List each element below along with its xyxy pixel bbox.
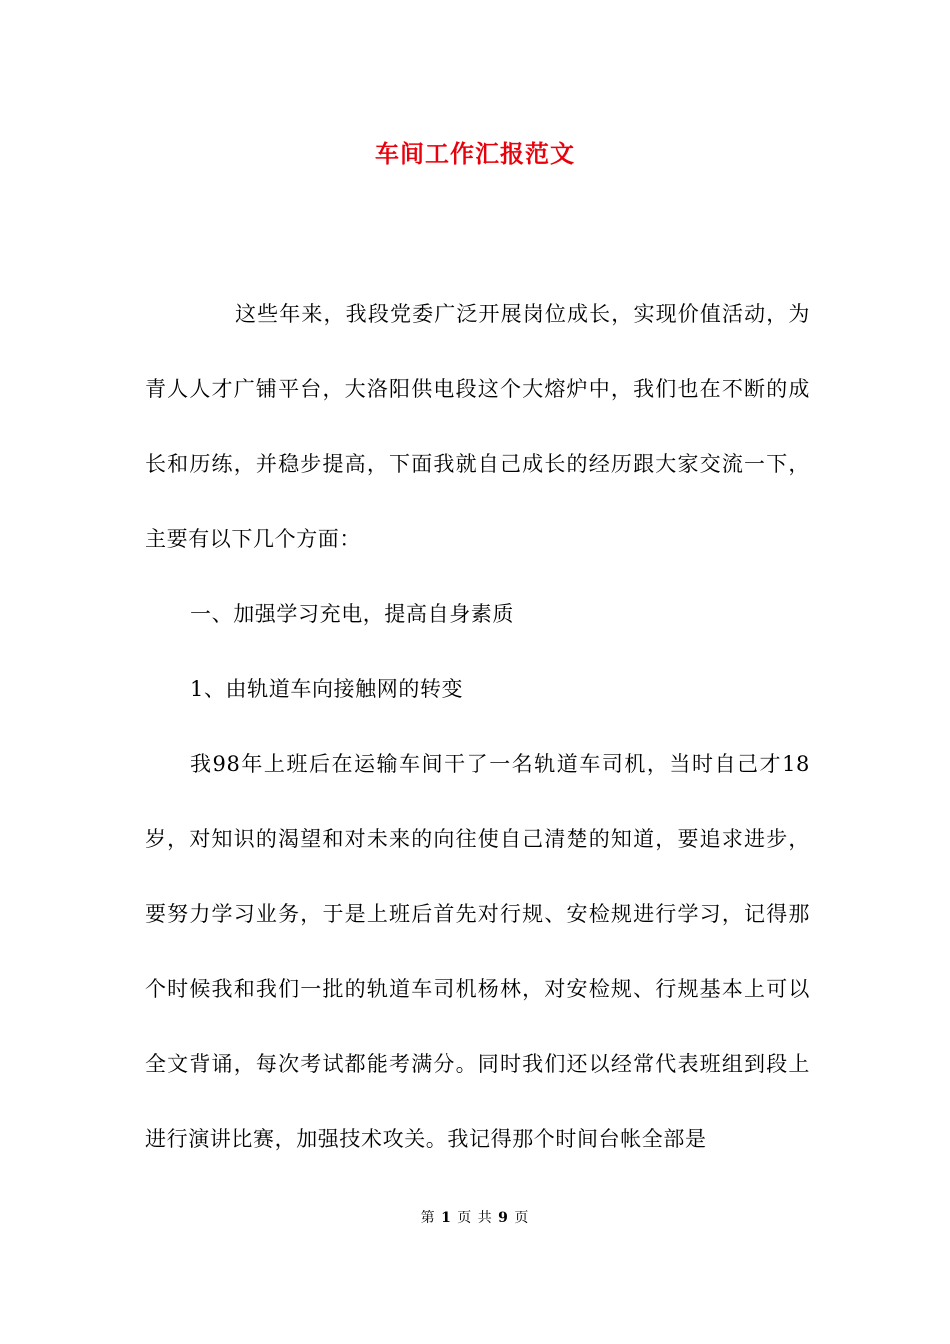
footer-middle: 页 共 xyxy=(457,1210,493,1226)
page-footer xyxy=(0,1208,950,1228)
footer-current-page: 1 xyxy=(441,1210,452,1226)
section-heading: 一、加强学习充电，提高自身素质 xyxy=(190,602,514,626)
paragraph-intro: 这些年来，我段党委广泛开展岗位成长，实现价值活动，为青人人才广铺平台，大洛阳供电段这个大熔炉中，我们也在不断的成长和历练，并稳步提高，下面我就自己成长的经历跟大家交流一下，主要有以下几个方面： xyxy=(145,302,810,551)
footer-prefix: 第 xyxy=(420,1210,436,1226)
paragraph-body: 我98年上班后在运输车间干了一名轨道车司机，当时自己才18岁，对知识的渴望和对未来的向往使自己清楚的知道，要追求进步，要努力学习业务，于是上班后首先对行规、安检规进行学习，记得那个时候我和我们一批的轨道车司机杨林，对安检规、行规基本上可以全文背诵，每次考试都能考满分。同时我们还以经常代表班组到段上进行演讲比赛，加强技术攻关。我记得那个时间台帐全部是 xyxy=(145,752,810,1151)
footer-total-pages: 9 xyxy=(498,1210,509,1226)
footer-suffix: 页 xyxy=(514,1210,530,1226)
document-body xyxy=(145,277,810,1177)
subsection-heading: 1、由轨道车向接触网的转变 xyxy=(190,677,464,701)
document-title: 车间工作汇报范文 xyxy=(375,139,575,168)
